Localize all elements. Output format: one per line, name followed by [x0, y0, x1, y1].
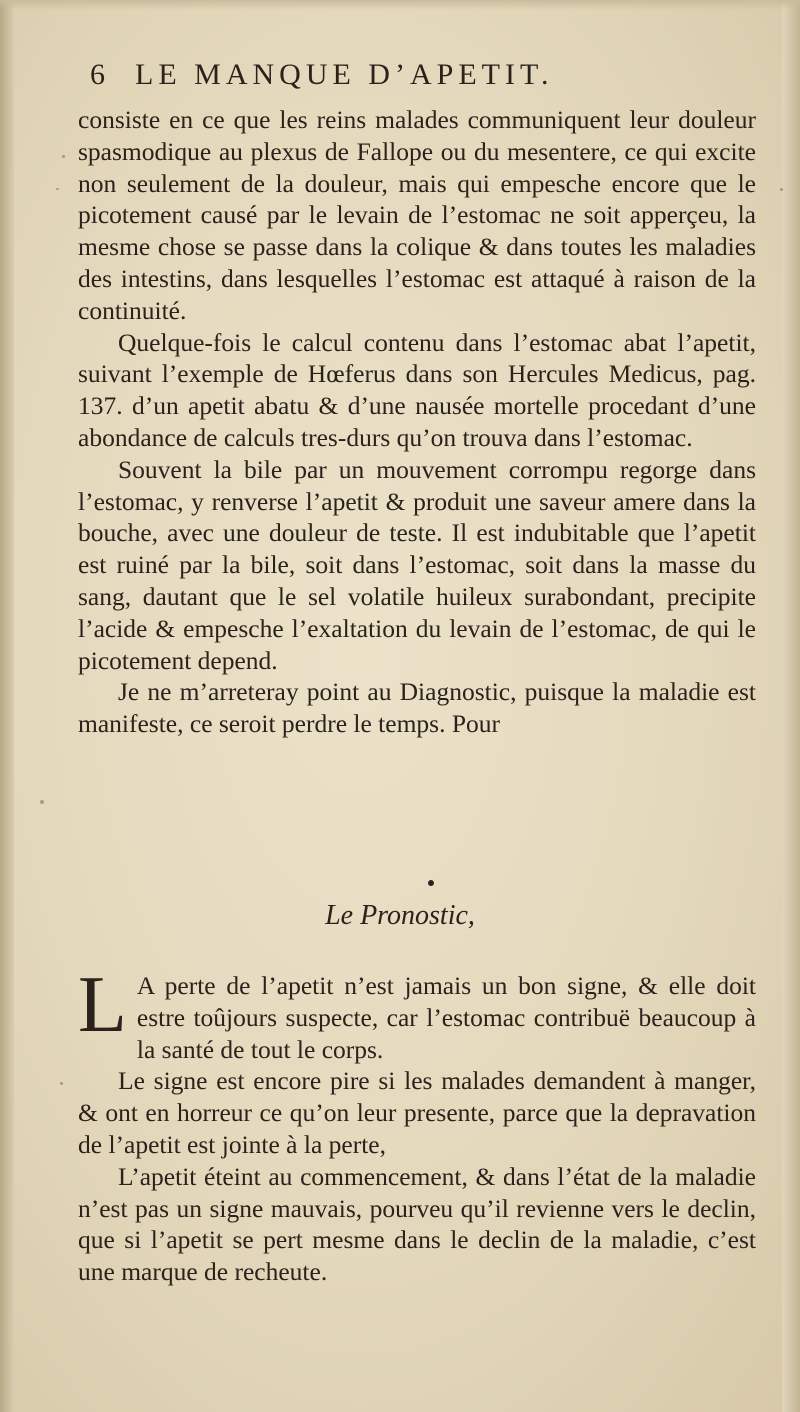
body-text-section-1: [78, 104, 756, 740]
page-edge-top: [0, 0, 800, 10]
paper-speck: [62, 155, 65, 158]
page-number: 6: [90, 58, 105, 91]
paragraph-calcul: Quelque-fois le calcul contenu dans l’estomac abat l’apetit, suivant l’exemple de Hœferus dans son Hercules Medicus, pag. 137. d’un apetit abatu & d’une nausée mortelle procedant d’une abondance de calculs tres-durs qu’on trouva dans l’estomac.: [78, 327, 756, 452]
paper-speck: [56, 188, 59, 190]
page-edge-left: [0, 0, 14, 1412]
paragraph-perte: [78, 961, 756, 1065]
running-title: LE MANQUE D’APETIT.: [135, 58, 554, 91]
page-edge-right: [782, 0, 800, 1412]
paper-speck: [780, 188, 783, 191]
paragraph-perte-text: A perte de l’apetit n’est jamais un bon signe, & elle doit estre toûjours suspecte, car l’estomac contribuë beaucoup à la santé de tout le corps.: [136, 971, 756, 1064]
running-head: [90, 58, 730, 92]
paragraph-diagnostic: Je ne m’arreteray point au Diagnostic, puisque la maladie est manifeste, ce seroit perdre le temps. Pour: [78, 677, 756, 739]
paragraph-continuation: consiste en ce que les reins malades communiquent leur douleur spasmodique au plexus de Fallope ou du mesentere, ce qui excite non seulement de la douleur, mais qui empesche encore que le picotement causé par le levain de l’estomac ne soit apperçeu, la mesme chose se passe dans la colique & dans toutes les maladies des intestins, dans lesquelles l’estomac est attaqué à raison de la continuité.: [78, 105, 756, 325]
paragraph-apetit-eteint: L’apetit éteint au commencement, & dans l’état de la maladie n’est pas un signe mauvais, pourveu qu’il revienne vers le declin, que si l’apetit se pert mesme dans le declin de la maladie, c’est une marque de recheute.: [78, 1161, 756, 1287]
ornament-dot: [428, 880, 434, 886]
paragraph-signe: Le signe est encore pire si les malades demandent à manger, & ont en horreur ce qu’on leur presente, parce que la depravation de l’apetit est jointe à la perte,: [78, 1066, 756, 1159]
body-text-section-2: [78, 961, 756, 1288]
paper-speck: [60, 1082, 63, 1085]
paper-speck: [40, 800, 44, 804]
section-heading-pronostic: Le Pronostic,: [325, 900, 475, 931]
drop-cap: L: [78, 961, 127, 1049]
paragraph-bile: Souvent la bile par un mouvement corrompu regorge dans l’estomac, y renverse l’apetit & produit une saveur amere dans la bouche, avec une douleur de teste. Il est indubitable que l’apetit est ruiné par la bile, soit dans l’estomac, soit dans la masse du sang, dautant que le sel volatile huileux surabondant, precipite l’acide & empesche l’exaltation du levain de l’estomac, de qui le picotement depend.: [78, 454, 756, 675]
